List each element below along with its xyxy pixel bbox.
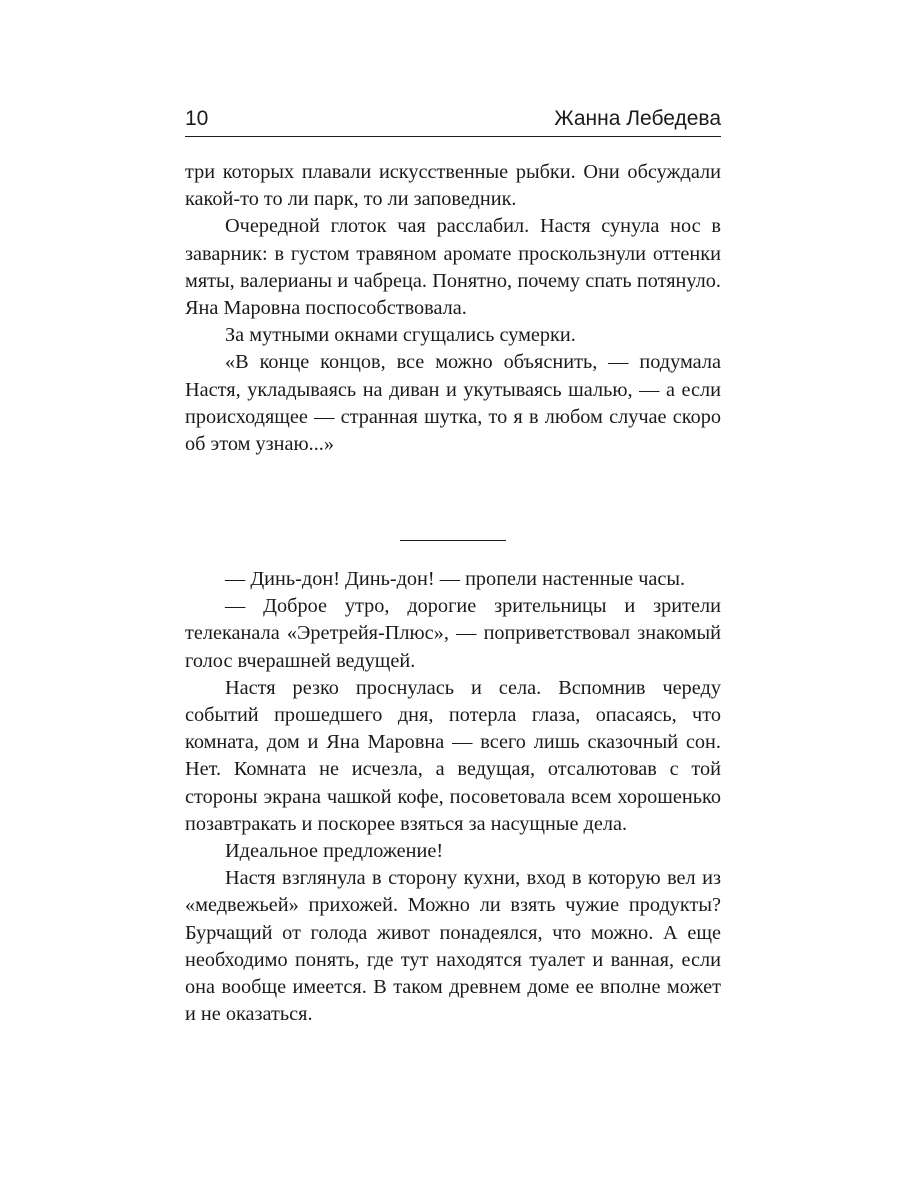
paragraph: — Динь-дон! Динь-дон! — пропели настенные часы. bbox=[225, 568, 686, 590]
section-separator bbox=[400, 540, 506, 541]
book-page bbox=[185, 0, 721, 1200]
paragraph: «В конце концов, все можно объяснить, — подумала Настя, укладываясь на диван и укутываясь шалью, — а если происходящее — странная шутка, то я в любом случае скоро об этом узнаю...» bbox=[185, 351, 721, 456]
paragraph: — Доброе утро, дорогие зрительницы и зрители телеканала «Эретрейя-Плюс», — поприветствовал знакомый голос вчерашней ведущей. bbox=[185, 595, 721, 672]
running-header bbox=[185, 100, 721, 137]
text-section-2 bbox=[185, 566, 721, 1028]
paragraph: Идеальное предложение! bbox=[225, 840, 444, 863]
author-name: Жанна Лебедева bbox=[554, 107, 721, 130]
paragraph: Настя резко проснулась и села. Вспомнив череду событий прошедшего дня, потерла глаза, опасаясь, что комната, дом и Яна Маровна — всего лишь сказочный сон. Нет. Комната не исчезла, а ведущая, отсалютовав с той стороны экрана чашкой кофе, посоветовала всем хорошенько позавтракать и поскорее взяться за насущные дела. bbox=[185, 676, 721, 835]
text-section-1 bbox=[185, 159, 721, 458]
paragraph: Настя взглянула в сторону кухни, вход в которую вел из «медвежьей» прихожей. Можно ли взять чужие продукты? Бурчащий от голода живот понадеялся, что можно. А еще необходимо понять, где тут находятся туалет и ванная, если она вообще имеется. В таком древнем доме ее вполне может и не оказаться. bbox=[185, 867, 721, 1026]
paragraph: три которых плавали искусственные рыбки. Они обсуждали какой-то то ли парк, то ли заповедник. bbox=[185, 161, 721, 211]
paragraph: Очередной глоток чая расслабил. Настя сунула нос в заварник: в густом травяном аромате проскользнули оттенки мяты, валерианы и чабреца. Понятно, почему спать потянуло. Яна Маровна поспособствовала. bbox=[185, 215, 721, 320]
paragraph: За мутными окнами сгущались сумерки. bbox=[225, 324, 576, 347]
page-number: 10 bbox=[185, 107, 209, 130]
